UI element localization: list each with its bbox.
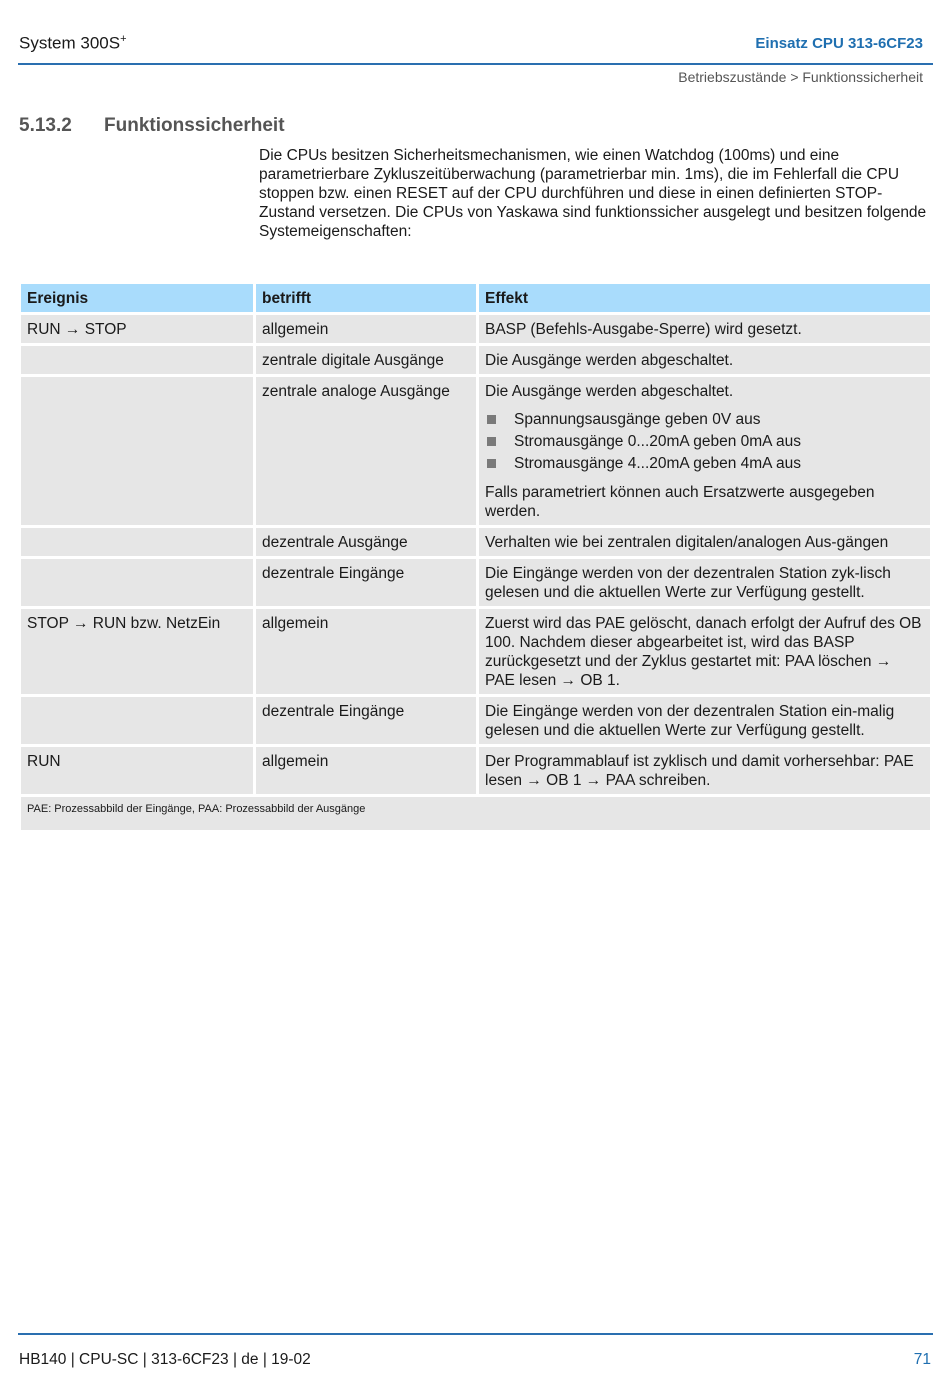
cell-event	[21, 377, 253, 525]
table-header-row	[21, 284, 930, 312]
header-effekt: Effekt	[479, 284, 930, 312]
cell-event	[21, 346, 253, 374]
header-system-text: System 300S	[19, 33, 121, 53]
cell-event: RUN → STOP	[21, 315, 253, 343]
bullet-item	[485, 409, 924, 431]
table-row	[21, 747, 930, 794]
table-row	[21, 315, 930, 343]
square-bullet-icon	[487, 415, 496, 424]
cell-effect: BASP (Befehls-Ausgabe-Sperre) wird gesetzt.	[479, 315, 930, 343]
header-divider	[18, 63, 933, 65]
cell-effect: Verhalten wie bei zentralen digitalen/analogen Aus-gängen	[479, 528, 930, 556]
table-row	[21, 377, 930, 525]
footer-divider	[18, 1333, 933, 1335]
cell-event	[21, 528, 253, 556]
bullet-item	[485, 453, 924, 475]
effect-text: Die Ausgänge werden abgeschaltet.	[485, 383, 734, 400]
table-note-row	[21, 797, 930, 830]
bullet-item	[485, 431, 924, 453]
section-number: 5.13.2	[19, 115, 72, 136]
bullet-list	[485, 409, 924, 475]
cell-effect: Der Programmablauf ist zyklisch und damit vorhersehbar: PAE lesen → OB 1 → PAA schreiben.	[479, 747, 930, 794]
table-row	[21, 609, 930, 694]
table-note: PAE: Prozessabbild der Eingänge, PAA: Prozessabbild der Ausgänge	[21, 797, 930, 830]
header-betrifft: betrifft	[256, 284, 476, 312]
cell-effect: Zuerst wird das PAE gelöscht, danach erfolgt der Aufruf des OB 100. Nachdem dieser abgearbeitet ist, wird das BASP zurückgesetzt und der Zyklus gestartet mit: PAA löschen → PAE lesen → OB 1.	[479, 609, 930, 694]
breadcrumb: Betriebszustände > Funktionssicherheit	[678, 69, 923, 85]
cell-affects: dezentrale Eingänge	[256, 559, 476, 606]
bullet-text: Spannungsausgänge geben 0V aus	[514, 411, 761, 428]
cell-effect: Die Ausgänge werden abgeschaltet.	[479, 346, 930, 374]
cell-affects: dezentrale Ausgänge	[256, 528, 476, 556]
bullet-text: Stromausgänge 4...20mA geben 4mA aus	[514, 455, 801, 472]
cell-event: RUN	[21, 747, 253, 794]
cell-event	[21, 697, 253, 744]
table-row	[21, 528, 930, 556]
header-system	[19, 33, 127, 54]
cell-effect: Die Eingänge werden von der dezentralen Station ein-malig gelesen und die aktuellen Werte zur Verfügung gestellt.	[479, 697, 930, 744]
page-number: 71	[913, 1351, 931, 1368]
header-system-sup: +	[120, 33, 127, 45]
cell-affects: allgemein	[256, 315, 476, 343]
cell-event: STOP → RUN bzw. NetzEin	[21, 609, 253, 694]
cell-effect	[479, 377, 930, 525]
section-title: Funktionssicherheit	[104, 115, 285, 136]
cell-effect: Die Eingänge werden von der dezentralen Station zyk-lisch gelesen und die aktuellen Werte zur Verfügung gestellt.	[479, 559, 930, 606]
bullet-text: Stromausgänge 0...20mA geben 0mA aus	[514, 433, 801, 450]
header-ereignis: Ereignis	[21, 284, 253, 312]
section-intro: Die CPUs besitzen Sicherheitsmechanismen, wie einen Watchdog (100ms) und eine parametrierbare Zykluszeitüberwachung (parametrierbar min. 1ms), die im Fehlerfall die CPU stoppen bzw. einen RESET auf der CPU durchführen und diese in einen definierten STOP-Zustand versetzen. Die CPUs von Yaskawa sind funktionssicher ausgelegt und besitzen folgende Systemeigenschaften:	[259, 147, 927, 240]
effect-text-after: Falls parametriert können auch Ersatzwerte ausgegeben werden.	[485, 484, 875, 520]
cell-affects: zentrale analoge Ausgänge	[256, 377, 476, 525]
table-row	[21, 559, 930, 606]
table-row	[21, 346, 930, 374]
footer-doc: HB140 | CPU-SC | 313-6CF23 | de | 19-02	[19, 1351, 311, 1368]
header-chapter: Einsatz CPU 313-6CF23	[755, 35, 923, 52]
cell-affects: allgemein	[256, 609, 476, 694]
cell-affects: allgemein	[256, 747, 476, 794]
cell-event	[21, 559, 253, 606]
cell-affects: dezentrale Eingänge	[256, 697, 476, 744]
square-bullet-icon	[487, 437, 496, 446]
cell-affects: zentrale digitale Ausgänge	[256, 346, 476, 374]
events-table	[18, 281, 933, 833]
table-row	[21, 697, 930, 744]
square-bullet-icon	[487, 459, 496, 468]
